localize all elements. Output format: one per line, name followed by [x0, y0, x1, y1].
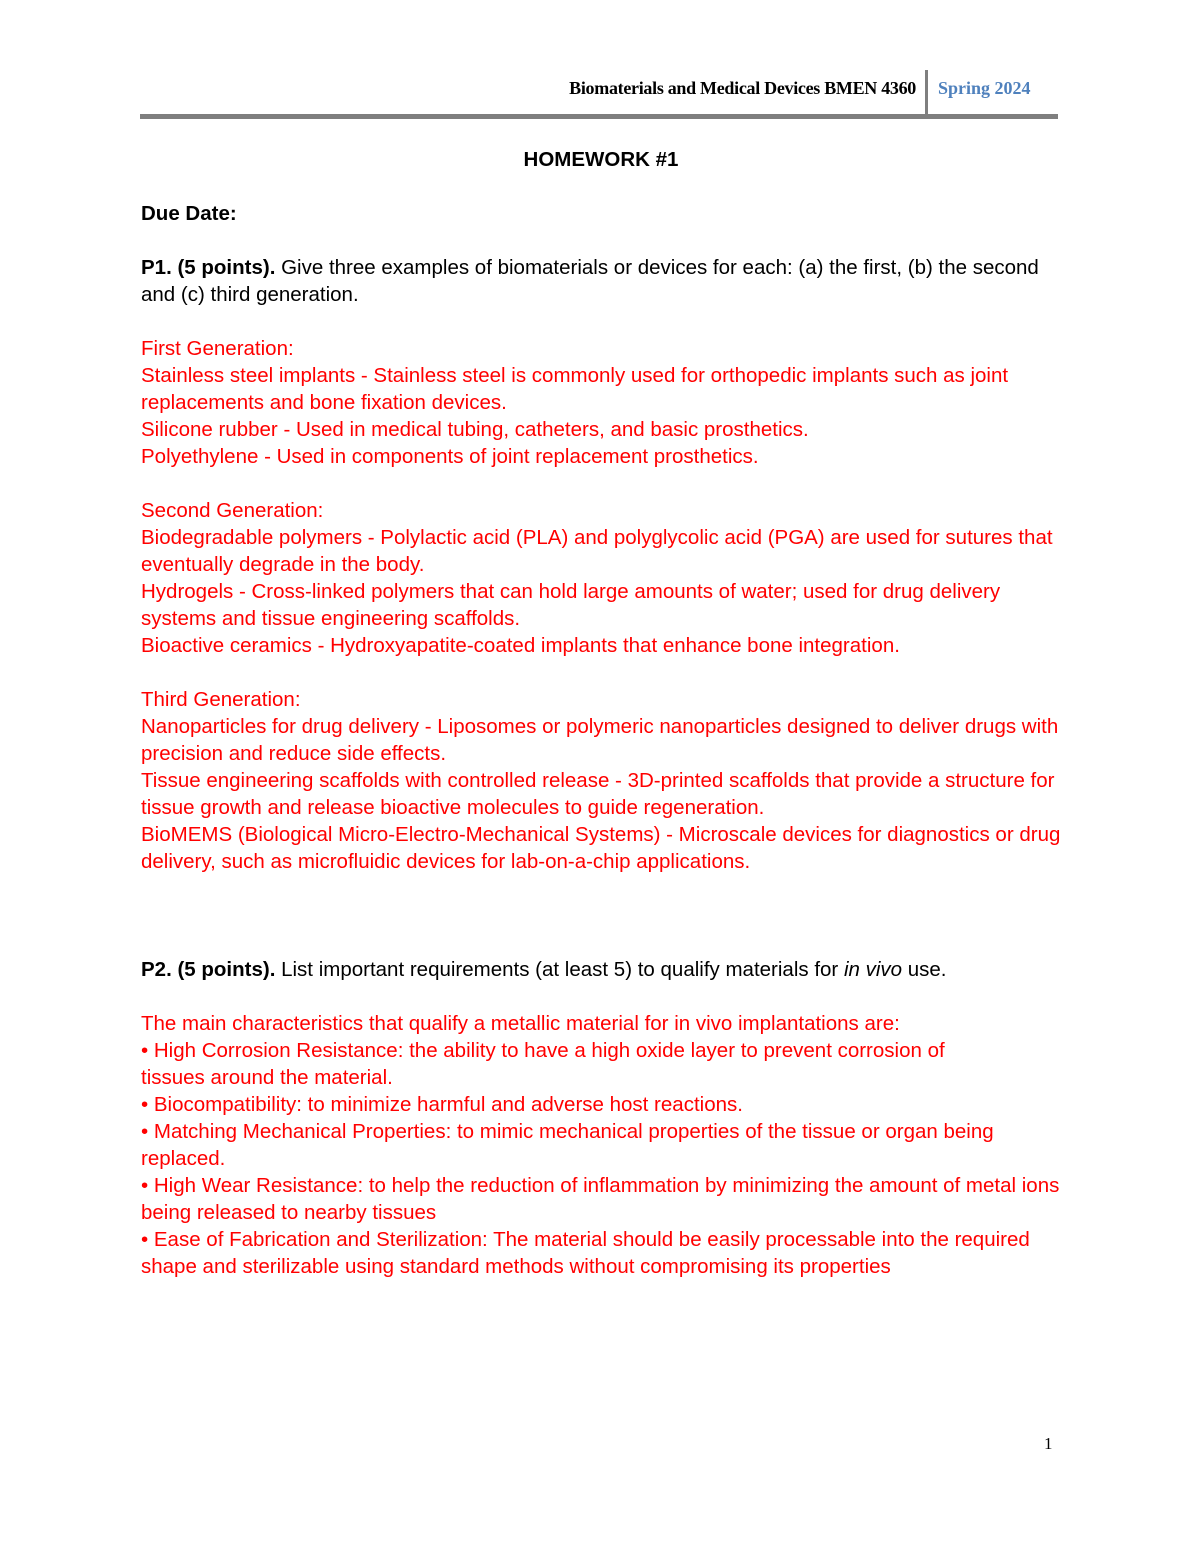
p2-requirement-4: • High Wear Resistance: to help the reduction of inflammation by minimizing the amount of metal ions being released to nearby tissues [141, 1174, 1060, 1224]
header-term: Spring 2024 [938, 78, 1031, 98]
p1-third-item-2: Tissue engineering scaffolds with controlled release - 3D-printed scaffolds that provide a structure for tissue growth and release bioactive molecules to guide regeneration. [141, 769, 1055, 819]
p1-label: P1. (5 points). [141, 256, 276, 279]
p2-requirement-5: • Ease of Fabrication and Sterilization: The material should be easily processable into the required shape and sterilizable using standard methods without compromising its properties [141, 1228, 1030, 1278]
p2-requirement-1: • High Corrosion Resistance: the ability to have a high oxide layer to prevent corrosion of [141, 1039, 945, 1062]
p1-second-heading: Second Generation: [141, 499, 324, 522]
p2-question-italic: in vivo [843, 958, 903, 981]
p2-requirement-1-continued: tissues around the material. [141, 1066, 393, 1089]
p2-question-after: use. [902, 958, 947, 981]
page-header [140, 70, 1058, 114]
header-divider [925, 70, 928, 114]
p1-question-text: Give three examples of biomaterials or devices for each: (a) the first, (b) the second and (c) third generation. [141, 256, 1039, 306]
p1-second-item-3: Bioactive ceramics - Hydroxyapatite-coated implants that enhance bone integration. [141, 634, 900, 657]
p2-label: P2. (5 points). [141, 958, 276, 981]
p1-second-item-1: Biodegradable polymers - Polylactic acid (PLA) and polyglycolic acid (PGA) are used for sutures that eventually degrade in the body. [141, 526, 1053, 576]
page-number: 1 [1044, 1434, 1053, 1453]
p2-question [141, 956, 1061, 983]
due-date-label: Due Date: [141, 202, 237, 225]
p1-third-item-1: Nanoparticles for drug delivery - Liposomes or polymeric nanoparticles designed to deliver drugs with precision and reduce side effects. [141, 715, 1059, 765]
p1-second-item-2: Hydrogels - Cross-linked polymers that can hold large amounts of water; used for drug delivery systems and tissue engineering scaffolds. [141, 580, 1001, 630]
document-body [141, 146, 1061, 1280]
p2-requirement-2: • Biocompatibility: to minimize harmful and adverse host reactions. [141, 1093, 743, 1116]
p2-requirement-3: • Matching Mechanical Properties: to mimic mechanical properties of the tissue or organ being replaced. [141, 1120, 994, 1170]
header-course-title: Biomaterials and Medical Devices BMEN 4360 [569, 78, 916, 98]
header-rule [140, 114, 1058, 119]
p2-intro: The main characteristics that qualify a metallic material for in vivo implantations are: [141, 1012, 900, 1035]
p2-question-before: List important requirements (at least 5) to qualify materials for [275, 958, 844, 981]
p1-first-item-2: Silicone rubber - Used in medical tubing, catheters, and basic prosthetics. [141, 418, 809, 441]
p1-first-heading: First Generation: [141, 337, 294, 360]
p1-question [141, 254, 1061, 308]
p1-third-item-3: BioMEMS (Biological Micro-Electro-Mechanical Systems) - Microscale devices for diagnostics or drug delivery, such as microfluidic devices for lab-on-a-chip applications. [141, 823, 1061, 873]
p1-first-item-1: Stainless steel implants - Stainless steel is commonly used for orthopedic implants such as joint replacements and bone fixation devices. [141, 364, 1009, 414]
p1-first-item-3: Polyethylene - Used in components of joint replacement prosthetics. [141, 445, 759, 468]
p1-third-heading: Third Generation: [141, 688, 301, 711]
document-title: HOMEWORK #1 [523, 148, 679, 171]
